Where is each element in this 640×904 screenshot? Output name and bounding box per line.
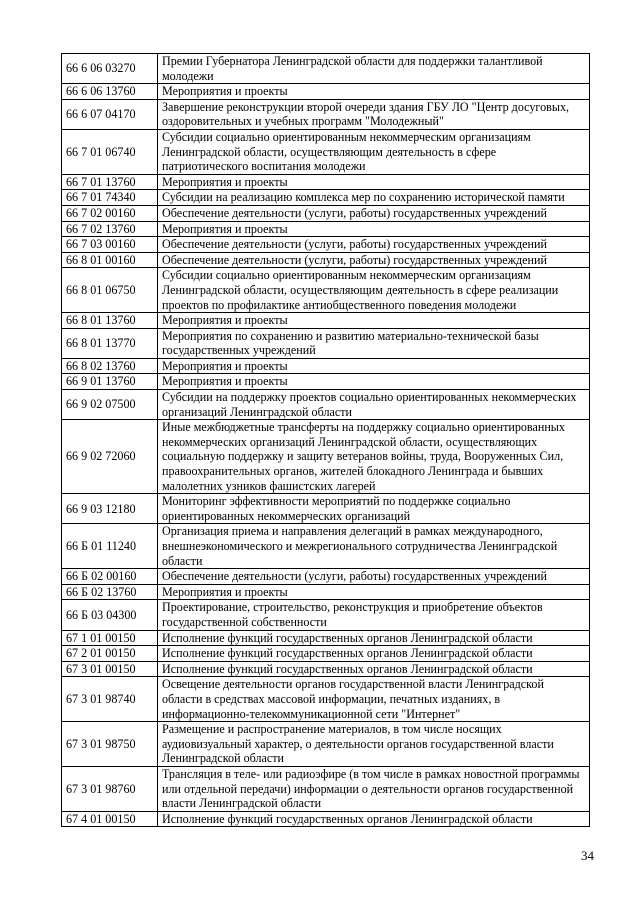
table-row — [62, 584, 590, 600]
table-row — [62, 190, 590, 206]
target-code-cell: 66 Б 03 04300 — [62, 600, 158, 630]
target-name-cell: Субсидии на реализацию комплекса мер по сохранению исторической памяти — [158, 190, 590, 206]
target-name-cell: Мероприятия по сохранению и развитию материально-технической базы государственных учреждений — [158, 328, 590, 358]
target-name-cell: Иные межбюджетные трансферты на поддержку социально ориентированных некоммерческих организаций Ленинградской области, осуществляющих социальную поддержку и защиту ветеранов войны, труда, Вооруженных Сил, правоохранительных органов, жителей блокадного Ленинграда и бывших малолетних узников фашистских лагерей — [158, 420, 590, 494]
table-row — [62, 221, 590, 237]
table-row — [62, 646, 590, 662]
target-code-cell: 66 8 01 13770 — [62, 328, 158, 358]
target-name-cell: Мероприятия и проекты — [158, 84, 590, 100]
table-row — [62, 54, 590, 84]
target-name-cell: Мероприятия и проекты — [158, 358, 590, 374]
target-name-cell: Обеспечение деятельности (услуги, работы) государственных учреждений — [158, 252, 590, 268]
target-name-cell: Освещение деятельности органов государственной власти Ленинградской области в средствах массовой информации, печатных изданиях, в информационно-телекоммуникационной сети "Интернет" — [158, 677, 590, 722]
table-body — [62, 54, 590, 827]
target-code-cell: 67 3 01 98740 — [62, 677, 158, 722]
table-row — [62, 328, 590, 358]
target-code-cell: 66 8 02 13760 — [62, 358, 158, 374]
table-row — [62, 313, 590, 329]
target-code-cell: 66 8 01 00160 — [62, 252, 158, 268]
target-code-cell: 66 7 01 06740 — [62, 129, 158, 174]
table-row — [62, 268, 590, 313]
target-code-cell: 67 3 01 98750 — [62, 722, 158, 767]
target-code-cell: 66 9 02 72060 — [62, 420, 158, 494]
target-code-cell: 66 9 03 12180 — [62, 494, 158, 524]
table-row — [62, 569, 590, 585]
target-code-cell: 66 Б 01 11240 — [62, 524, 158, 569]
target-code-cell: 66 9 02 07500 — [62, 390, 158, 420]
target-code-cell: 67 3 01 00150 — [62, 661, 158, 677]
table-row — [62, 99, 590, 129]
target-name-cell: Исполнение функций государственных органов Ленинградской области — [158, 646, 590, 662]
table-row — [62, 524, 590, 569]
target-name-cell: Субсидии социально ориентированным некоммерческим организациям Ленинградской области, осуществляющим деятельность в сфере реализации проектов по профилактике антиобщественного поведения молодежи — [158, 268, 590, 313]
target-name-cell: Мероприятия и проекты — [158, 221, 590, 237]
target-name-cell: Проектирование, строительство, реконструкция и приобретение объектов государственной собственности — [158, 600, 590, 630]
target-code-cell: 67 3 01 98760 — [62, 766, 158, 811]
table-row — [62, 358, 590, 374]
target-name-cell: Обеспечение деятельности (услуги, работы) государственных учреждений — [158, 569, 590, 585]
target-name-cell: Мероприятия и проекты — [158, 313, 590, 329]
target-code-cell: 66 Б 02 00160 — [62, 569, 158, 585]
target-name-cell: Субсидии социально ориентированным некоммерческим организациям Ленинградской области, осуществляющим деятельность в сфере патриотического воспитания молодежи — [158, 129, 590, 174]
target-name-cell: Организация приема и направления делегаций в рамках международного, внешнеэкономического и межрегионального сотрудничества Ленинградской области — [158, 524, 590, 569]
target-name-cell: Мониторинг эффективности мероприятий по поддержке социально ориентированных некоммерческих организаций — [158, 494, 590, 524]
target-name-cell: Завершение реконструкции второй очереди здания ГБУ ЛО "Центр досуговых, оздоровительных и учебных программ "Молодежный" — [158, 99, 590, 129]
table-row — [62, 630, 590, 646]
target-name-cell: Исполнение функций государственных органов Ленинградской области — [158, 811, 590, 827]
target-name-cell: Трансляция в теле- или радиоэфире (в том числе в рамках новостной программы или отдельной передачи) информации о деятельности органов государственной власти Ленинградской области — [158, 766, 590, 811]
target-code-cell: 67 1 01 00150 — [62, 630, 158, 646]
target-code-cell: 66 7 01 74340 — [62, 190, 158, 206]
target-code-cell: 67 4 01 00150 — [62, 811, 158, 827]
table-row — [62, 722, 590, 767]
table-row — [62, 205, 590, 221]
table-row — [62, 811, 590, 827]
target-name-cell: Исполнение функций государственных органов Ленинградской области — [158, 630, 590, 646]
target-name-cell: Мероприятия и проекты — [158, 174, 590, 190]
target-name-cell: Мероприятия и проекты — [158, 374, 590, 390]
table-row — [62, 237, 590, 253]
target-code-cell: 66 8 01 13760 — [62, 313, 158, 329]
target-name-cell: Мероприятия и проекты — [158, 584, 590, 600]
table-row — [62, 174, 590, 190]
target-code-cell: 66 6 06 13760 — [62, 84, 158, 100]
target-code-cell: 66 7 02 00160 — [62, 205, 158, 221]
target-name-cell: Обеспечение деятельности (услуги, работы) государственных учреждений — [158, 237, 590, 253]
target-code-cell: 66 6 07 04170 — [62, 99, 158, 129]
table-row — [62, 84, 590, 100]
target-code-cell: 67 2 01 00150 — [62, 646, 158, 662]
table-row — [62, 390, 590, 420]
table-row — [62, 374, 590, 390]
table-row — [62, 494, 590, 524]
budget-classification-table — [61, 53, 590, 827]
table-row — [62, 129, 590, 174]
target-name-cell: Обеспечение деятельности (услуги, работы) государственных учреждений — [158, 205, 590, 221]
target-code-cell: 66 7 02 13760 — [62, 221, 158, 237]
target-code-cell: 66 7 03 00160 — [62, 237, 158, 253]
target-code-cell: 66 7 01 13760 — [62, 174, 158, 190]
target-code-cell: 66 9 01 13760 — [62, 374, 158, 390]
table-row — [62, 661, 590, 677]
table-row — [62, 600, 590, 630]
page-number: 34 — [581, 848, 594, 863]
target-name-cell: Исполнение функций государственных органов Ленинградской области — [158, 661, 590, 677]
target-code-cell: 66 Б 02 13760 — [62, 584, 158, 600]
target-code-cell: 66 8 01 06750 — [62, 268, 158, 313]
table-row — [62, 420, 590, 494]
target-name-cell: Размещение и распространение материалов, в том числе носящих аудиовизуальный характер, о деятельности органов государственной власти Ленинградской области — [158, 722, 590, 767]
target-name-cell: Субсидии на поддержку проектов социально ориентированных некоммерческих организаций Ленинградской области — [158, 390, 590, 420]
target-code-cell: 66 6 06 03270 — [62, 54, 158, 84]
table-row — [62, 677, 590, 722]
table-row — [62, 766, 590, 811]
target-name-cell: Премии Губернатора Ленинградской области для поддержки талантливой молодежи — [158, 54, 590, 84]
table-row — [62, 252, 590, 268]
